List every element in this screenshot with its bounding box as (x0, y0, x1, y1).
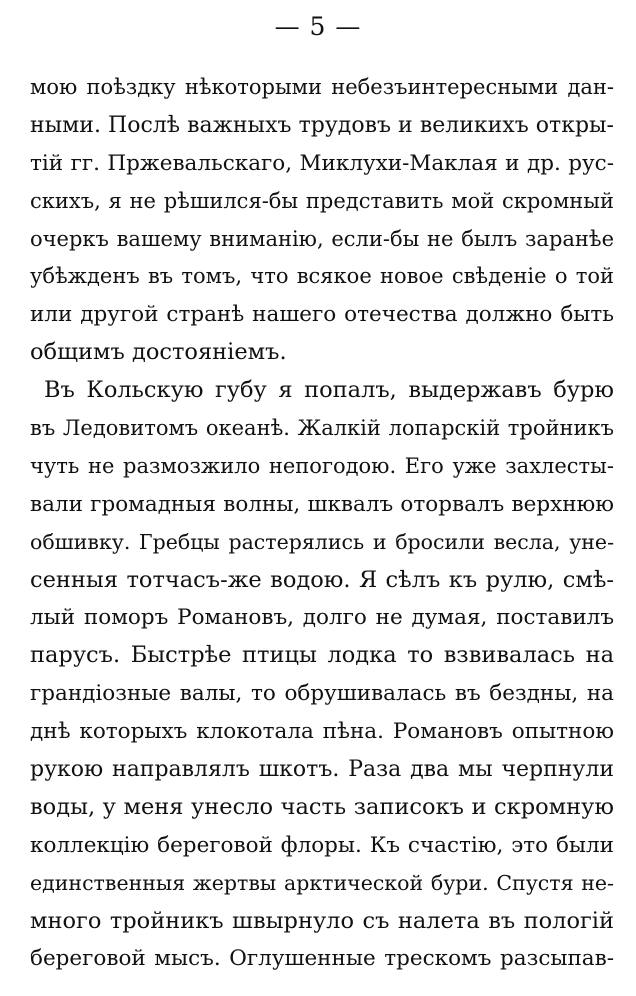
text-line: рукою направлялъ шкотъ. Раза два мы черпнули (30, 757, 614, 783)
text-line: чуть не размозжило непогодою. Его уже захлесты- (30, 453, 614, 478)
text-line: скихъ, я не рѣшился-бы представить мой скромный (30, 188, 614, 213)
text-line: много тройникъ швырнуло съ налета въ пологій (30, 907, 614, 934)
text-line: грандіозные валы, то обрушивалась въ бездны, на (30, 681, 614, 707)
text-line: обшивку. Гребцы растерялись и бросили весла, унe- (30, 529, 614, 554)
text-line: очеркъ вашему вниманію, если-бы не былъ заранѣе (30, 226, 614, 251)
text-line: единственныя жертвы арктической бури. Спустя не- (30, 870, 614, 895)
text-line: ными. Послѣ важныхъ трудовъ и великихъ откры- (30, 112, 614, 138)
text-line: коллекцію береговой флоры. Къ счастію, это были (30, 832, 614, 858)
page-number-header: — 5 — (274, 12, 362, 41)
text-line: тій гг. Пржевальскаго, Миклухи-Маклая и др. рус- (30, 150, 614, 176)
text-line: парусъ. Быстрѣе птицы лодка то взвивалась на (30, 642, 614, 669)
paragraph-start-line: Въ Кольскую губу я попалъ, выдержавъ бурю (44, 377, 614, 404)
text-line: береговой мысъ. Оглушенные трескомъ разсыпав- (30, 946, 614, 972)
text-line: убѣжденъ въ томъ, что всякое новое свѣденіе о той (30, 264, 614, 289)
body-text (30, 69, 614, 978)
text-line: воды, у меня унесло часть записокъ и скромную (30, 793, 614, 820)
text-line: лый поморъ Романовъ, долго не думая, поставилъ (30, 605, 614, 631)
paragraph-end-line: общимъ достояніемъ. (30, 339, 287, 366)
text-line: въ Ледовитомъ океанѣ. Жалкій лопарскій тройникъ (30, 416, 614, 441)
text-line: мою поѣздку нѣкоторыми небезъинтересными дан- (30, 75, 614, 99)
text-line: днѣ которыхъ клокотала пѣна. Романовъ опытною (30, 719, 614, 745)
text-line: вали громадныя волны, шквалъ оторвалъ верхнюю (30, 491, 614, 517)
text-line: или другой странѣ нашего отечества должно быть (30, 302, 614, 328)
text-line: сенныя тотчасъ-же водою. Я сѣлъ къ рулю, смѣ- (30, 566, 614, 593)
